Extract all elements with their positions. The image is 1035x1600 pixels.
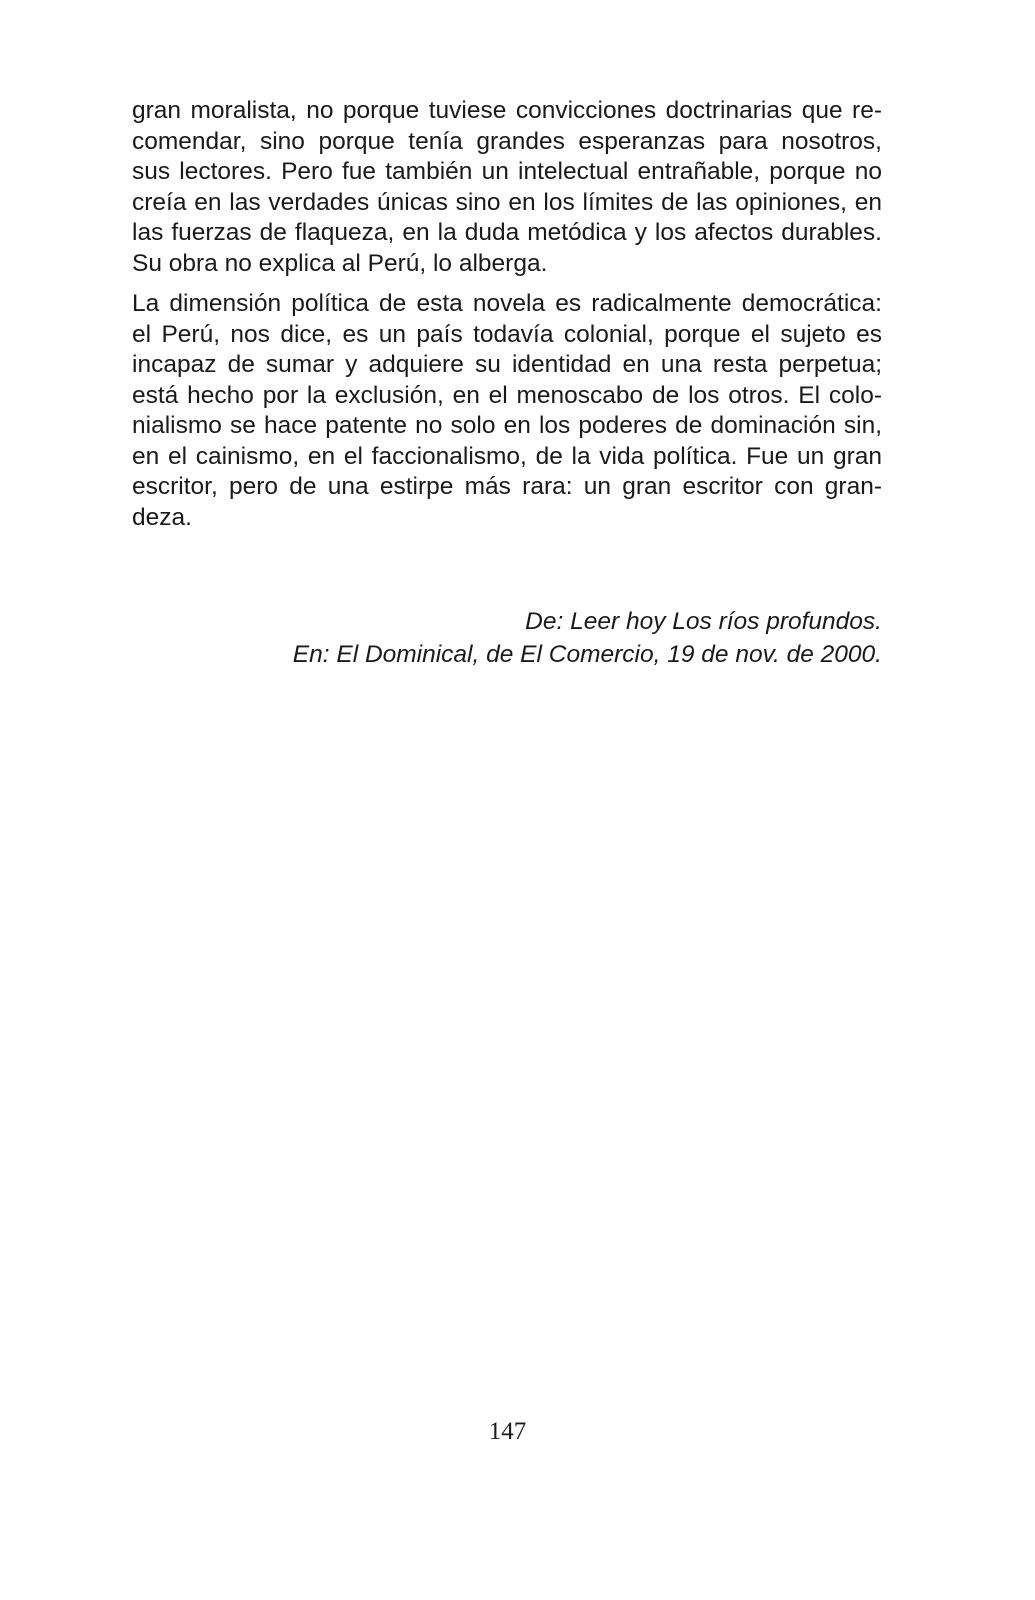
- paragraph-2: [132, 289, 882, 533]
- page-number: 147: [488, 1418, 527, 1445]
- text-line: La dimensión política de esta novela es radicalmente democrática:: [132, 290, 882, 317]
- paragraph-1: [132, 96, 882, 279]
- paragraph-spacer: [132, 279, 882, 289]
- text-line: creía en las verdades únicas sino en los límites de las opiniones, en: [132, 188, 882, 216]
- text-line: incapaz de sumar y adquiere su identidad en una resta perpetua;: [132, 351, 882, 378]
- source-line-1: De: Leer hoy Los ríos profundos.: [525, 608, 882, 635]
- body-text: [132, 96, 882, 533]
- text-line: escritor, pero de una estirpe más rara: un gran escritor con gran-: [132, 473, 882, 500]
- text-line: comendar, sino porque tenía grandes esperanzas para nosotros,: [132, 127, 882, 155]
- text-line: el Perú, nos dice, es un país todavía colonial, porque el sujeto es: [132, 320, 882, 348]
- text-line: las fuerzas de flaqueza, en la duda metódica y los afectos durables.: [132, 219, 882, 246]
- text-line: nialismo se hace patente no solo en los poderes de dominación sin,: [132, 412, 882, 439]
- text-line: Su obra no explica al Perú, lo alberga.: [132, 249, 548, 277]
- text-line: gran moralista, no porque tuviese convicciones doctrinarias que re-: [132, 97, 882, 124]
- text-line: deza.: [132, 503, 192, 531]
- source-citation: [293, 605, 882, 671]
- text-line: sus lectores. Pero fue también un intelectual entrañable, porque no: [132, 158, 882, 185]
- text-line: está hecho por la exclusión, en el menoscabo de los otros. El colo-: [132, 381, 882, 409]
- source-line-2: En: El Dominical, de El Comercio, 19 de nov. de 2000.: [292, 641, 882, 668]
- text-line: en el cainismo, en el faccionalismo, de la vida política. Fue un gran: [132, 442, 882, 470]
